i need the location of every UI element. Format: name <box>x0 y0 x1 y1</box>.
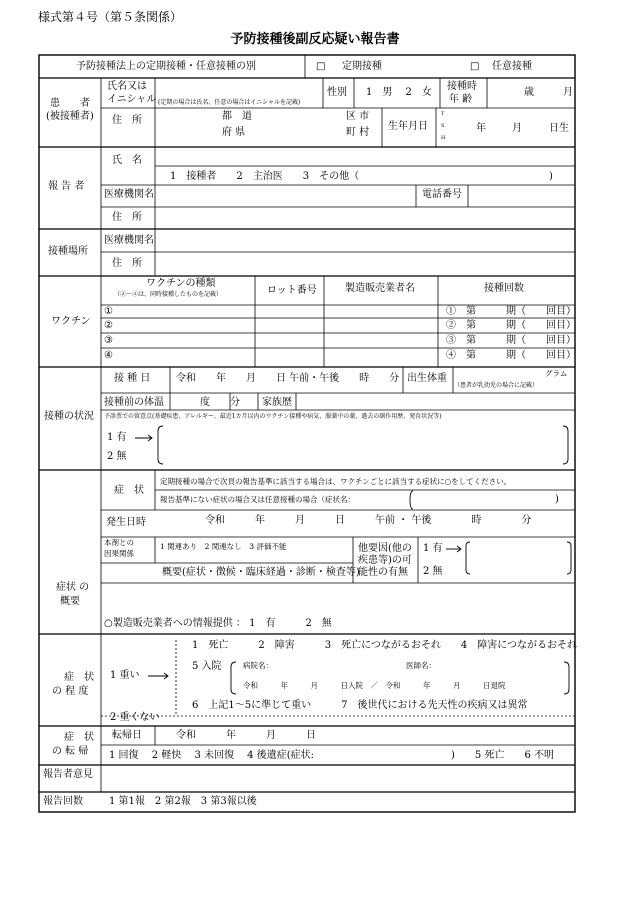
other-cause-no[interactable]: 2 無 <box>423 566 443 577</box>
vaccine-type-header: ワクチンの種類 <box>146 278 216 289</box>
onset-label: 発生日時 <box>106 517 146 528</box>
regular-option-label: 定期接種 <box>342 61 382 72</box>
reporter-address-label: 住 所 <box>112 212 142 223</box>
vaccination-date-value: 令和 年 月 日 午前・午後 時 分 <box>176 373 400 384</box>
temperature-unit: 度 分 <box>200 397 240 408</box>
birth-weight-unit: グラム <box>545 369 568 378</box>
city-label-a: 区 市 <box>346 111 370 122</box>
age-label-2: 年 齢 <box>449 94 473 105</box>
era-mark-s: S <box>441 123 445 129</box>
dob-label: 生年月日 <box>388 121 428 132</box>
dob-day-unit: 日生 <box>549 123 569 134</box>
vaccine-type-note: （②～④は、同時接種したものを記載） <box>114 291 223 298</box>
dob-year-unit: 年 <box>476 123 486 134</box>
severity-not-serious[interactable]: 2 重くない <box>110 712 160 723</box>
dob-month-unit: 月 <box>512 123 522 134</box>
maker-header: 製造販売業者名 <box>345 283 415 294</box>
vaccination-date-label: 接 種 日 <box>114 373 151 384</box>
outcome-date-label: 転帰日 <box>112 730 142 741</box>
overview-label: 概要(症状・徴候・臨床経過・診断・検査等) <box>162 567 360 578</box>
reporter-facility-label: 医療機関名 <box>104 189 154 200</box>
patient-name-label-2: イニシャル <box>107 94 157 105</box>
causality-options[interactable]: 1 関連あり 2 関連なし 3 評価不能 <box>160 542 287 551</box>
dose-header: 接種回数 <box>484 283 524 294</box>
voluntary-checkbox[interactable]: □ <box>470 61 480 72</box>
patient-name-label: 氏名又は <box>107 81 147 92</box>
prefecture-label-a: 都 道 <box>222 111 252 122</box>
venue-facility-label: 医療機関名 <box>104 235 154 246</box>
patient-section-label: 患 者 <box>50 98 90 109</box>
hospitalization-label[interactable]: 5 入院 <box>192 661 222 672</box>
onset-value: 令和 年 月 日 午前 ・ 午後 時 分 <box>205 515 532 526</box>
dose-row-4: ④ 第 期（ 回目） <box>446 350 576 361</box>
outcome-options-left[interactable]: 1 回復 2 軽快 3 未回復 4 後遺症(症状: <box>109 750 314 761</box>
criteria-note: 定期接種の場合で次頁の報告基準に該当する場合は、ワクチンごとに該当する症状に○をしてください。 <box>160 477 512 486</box>
venue-section-label: 接種場所 <box>48 246 88 257</box>
outcome-section-sublabel: の 転 帰 <box>52 746 89 757</box>
outcome-options-right[interactable]: ) 5 死亡 6 不明 <box>451 750 554 761</box>
patient-address-label: 住 所 <box>112 115 142 126</box>
patient-name-note: (定期の場合は氏名、任意の場合はイニシャルを記載) <box>158 99 301 106</box>
form-number: 様式第４号（第５条関係） <box>38 10 183 24</box>
voluntary-symptom-note: 報告基準にない症状の場合又は任意接種の場合（症状名： <box>160 495 355 504</box>
temperature-label: 接種前の体温 <box>104 397 164 408</box>
city-label-b: 町 村 <box>346 127 370 138</box>
causality-label-2: 因果関係 <box>104 549 134 558</box>
vaccine-row-1: ① <box>104 306 113 317</box>
dose-row-2: ② 第 期（ 回目） <box>446 320 576 331</box>
screening-yes[interactable]: 1 有 <box>107 432 127 443</box>
admission-dates: 令和 年 月 日入院 ／ 令和 年 月 日退院 <box>243 681 506 690</box>
other-cause-label: 他要因(他の <box>358 543 412 554</box>
severity-items-line3[interactable]: 6 上記1～5に準じて重い 7 後世代における先天性の疾病又は異常 <box>192 700 528 711</box>
report-count-label: 報告回数 <box>43 796 83 807</box>
reporter-name-label: 氏 名 <box>112 155 142 166</box>
reporter-opinion-label: 報告者意見 <box>43 769 93 780</box>
symptoms-section-label: 症状 の <box>56 582 90 593</box>
screening-no[interactable]: 2 無 <box>107 451 127 462</box>
severity-section-sublabel: の 程 度 <box>52 686 89 697</box>
patient-section-sublabel: (被接種者) <box>46 111 94 122</box>
prefecture-label-b: 府 県 <box>222 127 246 138</box>
symptom-label: 症 状 <box>114 485 144 496</box>
birth-weight-label: 出生体重 <box>407 373 447 384</box>
vaccine-row-4: ④ <box>104 350 113 361</box>
severity-serious[interactable]: 1 重い <box>110 670 140 681</box>
venue-address-label: 住 所 <box>112 258 142 269</box>
report-count-options[interactable]: 1 第1報 2 第2報 3 第3報以後 <box>109 796 257 807</box>
age-unit-months: 月 <box>563 87 573 98</box>
family-history-label: 家族歴 <box>262 397 292 408</box>
sex-options[interactable]: 1 男 2 女 <box>366 87 432 98</box>
era-mark-h: H <box>441 135 446 141</box>
age-unit-years: 歳 <box>524 87 534 98</box>
voluntary-option-label: 任意接種 <box>492 61 532 72</box>
symptoms-section-sublabel: 概要 <box>60 596 80 607</box>
vaccine-row-3: ③ <box>104 335 113 346</box>
form-title: 予防接種後副反応疑い報告書 <box>230 32 400 47</box>
outcome-date-value: 令和 年 月 日 <box>176 730 316 741</box>
category-label: 予防接種法上の定期接種・任意接種の別 <box>76 61 256 72</box>
dose-row-3: ③ 第 期（ 回目） <box>446 335 576 346</box>
reporter-section-label: 報 告 者 <box>48 181 85 192</box>
other-cause-label-3: 能性の有無 <box>358 567 408 578</box>
reporter-roles[interactable]: 1 接種者 2 主治医 3 その他（ <box>170 171 360 182</box>
doctor-name-label: 医師名： <box>406 661 436 670</box>
screening-notes-label: 予診票での留意点(基礎疾患、アレルギー、最近1カ月以内のワクチン接種や病気、服薬中の薬、過去の副作用歴、発育状況等) <box>104 413 442 420</box>
vaccine-section-label: ワクチン <box>51 316 91 327</box>
hospital-name-label: 病院名： <box>243 661 273 670</box>
lot-header: ロット番号 <box>267 285 317 296</box>
birth-weight-note: （患者が乳幼児の場合に記載） <box>454 382 539 389</box>
sex-label: 性別 <box>327 87 347 98</box>
dose-row-1: ① 第 期（ 回目） <box>446 306 576 317</box>
maker-info-line[interactable]: ○製造販売業者への情報提供 ： 1 有 2 無 <box>104 618 332 629</box>
other-cause-yes[interactable]: 1 有 <box>423 543 443 554</box>
causality-label: 本剤との <box>104 538 134 547</box>
age-label: 接種時 <box>447 81 477 92</box>
era-mark-t: T <box>441 111 445 117</box>
reporter-phone-label: 電話番号 <box>422 189 462 200</box>
outcome-section-label: 症 状 <box>64 732 94 743</box>
reporter-roles-close: ) <box>549 171 553 182</box>
severity-section-label: 症 状 <box>64 672 94 683</box>
vaccine-row-2: ② <box>104 320 113 331</box>
severity-items-line1[interactable]: 1 死亡 2 障害 3 死亡につながるおそれ 4 障害につながるおそれ <box>192 640 578 651</box>
regular-checkbox[interactable]: □ <box>316 61 326 72</box>
other-cause-label-2: 疾患等)の可 <box>358 555 412 566</box>
voluntary-symptom-close: ) <box>555 494 559 505</box>
vaccination-section-label: 接種の状況 <box>44 411 94 422</box>
